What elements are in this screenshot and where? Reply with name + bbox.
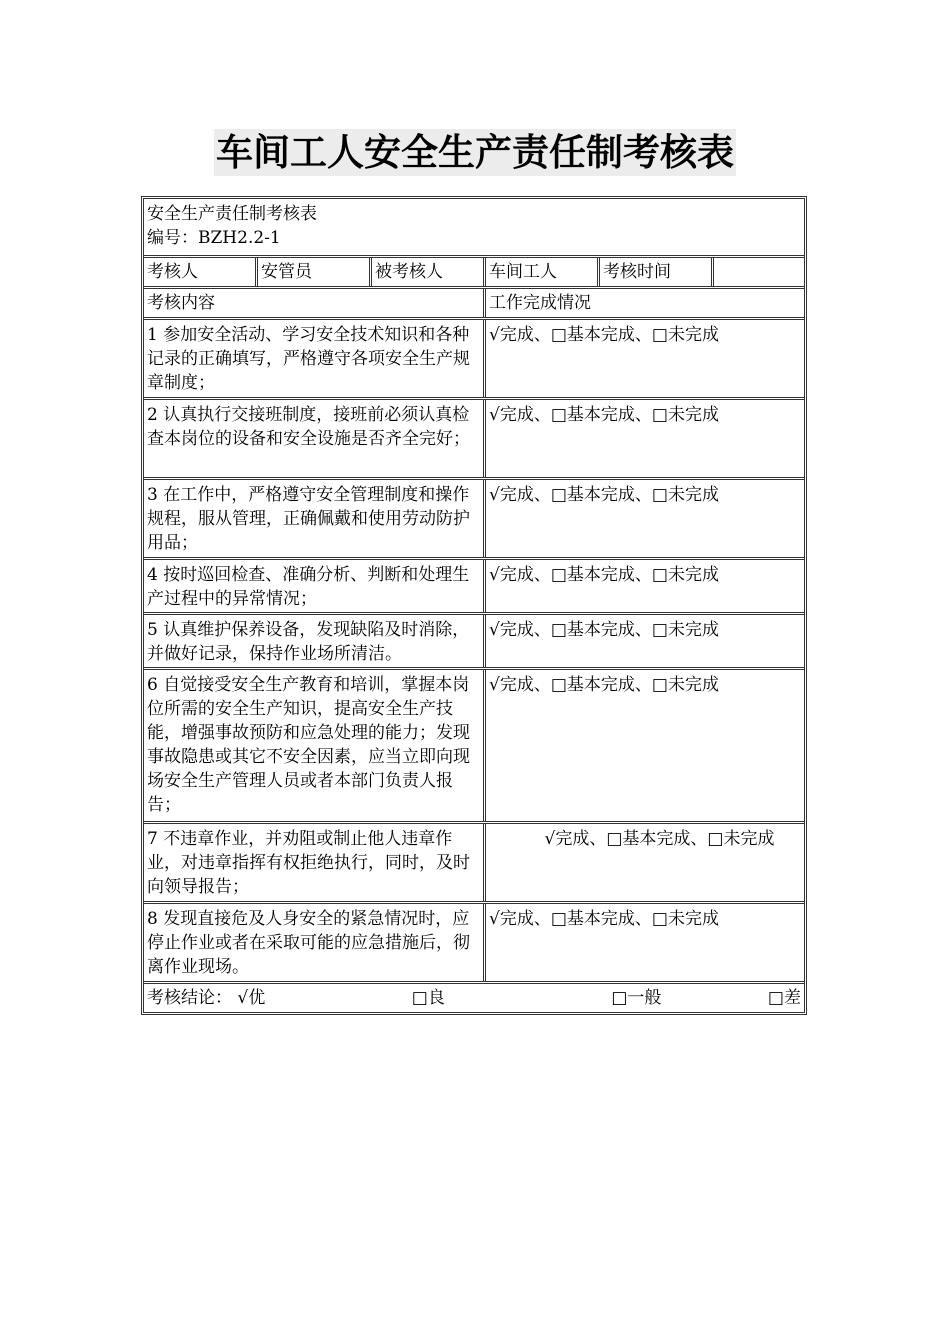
conclusion-cell <box>144 984 804 1012</box>
status-column-header: 工作完成情况 <box>489 293 591 313</box>
item-status: √完成、□基本完成、□未完成 <box>544 829 775 849</box>
form-code: 编号：BZH2.2-1 <box>147 228 281 248</box>
item-status: √完成、□基本完成、□未完成 <box>489 675 719 695</box>
option-good: □良 <box>411 988 445 1008</box>
item-status: √完成、□基本完成、□未完成 <box>489 565 719 585</box>
table-row <box>144 901 804 981</box>
item-status: √完成、□基本完成、□未完成 <box>489 485 719 505</box>
conclusion-label: 考核结论： <box>147 988 232 1008</box>
item-content: 4 按时巡回检查、准确分析、判断和处理生产过程中的异常情况； <box>144 560 486 612</box>
time-value <box>714 258 804 286</box>
item-content: 2 认真执行交接班制度，接班前必须认真检查本岗位的设备和安全设施是否齐全完好； <box>144 400 486 477</box>
content-column-header: 考核内容 <box>144 289 486 317</box>
table-row <box>144 477 804 557</box>
table-row <box>144 821 804 901</box>
form-info-cell <box>144 199 804 255</box>
form-info-row <box>144 199 804 255</box>
assessee-value: 车间工人 <box>486 258 600 286</box>
item-content: 8 发现直接危及人身安全的紧急情况时，应停止作业或者在采取可能的应急措施后，彻离作业现场。 <box>144 904 486 981</box>
assessee-label: 被考核人 <box>372 258 486 286</box>
table-row <box>144 667 804 821</box>
option-average: □一般 <box>611 988 662 1008</box>
time-label: 考核时间 <box>600 258 714 286</box>
item-status: √完成、□基本完成、□未完成 <box>489 325 719 345</box>
option-excellent: √优 <box>237 988 266 1008</box>
page-title <box>0 122 950 176</box>
page-title-text: 车间工人安全生产责任制考核表 <box>216 131 734 174</box>
item-content: 7 不违章作业，并劝阻或制止他人违章作业，对违章指挥有权拒绝执行，同时，及时向领导报告； <box>144 824 486 901</box>
table-row <box>144 612 804 667</box>
item-status: √完成、□基本完成、□未完成 <box>489 909 719 929</box>
header-row <box>144 255 804 286</box>
form-name: 安全生产责任制考核表 <box>147 204 317 224</box>
item-status: √完成、□基本完成、□未完成 <box>489 620 719 640</box>
item-content: 3 在工作中，严格遵守安全管理制度和操作规程，服从管理，正确佩戴和使用劳动防护用品； <box>144 480 486 557</box>
item-content: 5 认真维护保养设备，发现缺陷及时消除，并做好记录，保持作业场所清洁。 <box>144 615 486 667</box>
assessment-table <box>141 196 807 1015</box>
item-content: 6 自觉接受安全生产教育和培训，掌握本岗位所需的安全生产知识，提高安全生产技能，增强事故预防和应急处理的能力；发现事故隐患或其它不安全因素，应当立即向现场安全生产管理人员或者本部门负责人报告； <box>144 670 486 821</box>
conclusion-group <box>147 986 265 1010</box>
column-header-row <box>144 286 804 317</box>
option-poor: □差 <box>767 988 801 1008</box>
table-row <box>144 557 804 612</box>
table-row <box>144 397 804 477</box>
item-content: 1 参加安全活动、学习安全技术知识和各种记录的正确填写，严格遵守各项安全生产规章制度； <box>144 320 486 397</box>
conclusion-row <box>144 981 804 1012</box>
assessor-label: 考核人 <box>144 258 258 286</box>
assessor-value: 安管员 <box>258 258 372 286</box>
table-row <box>144 317 804 397</box>
item-status: √完成、□基本完成、□未完成 <box>489 405 719 425</box>
